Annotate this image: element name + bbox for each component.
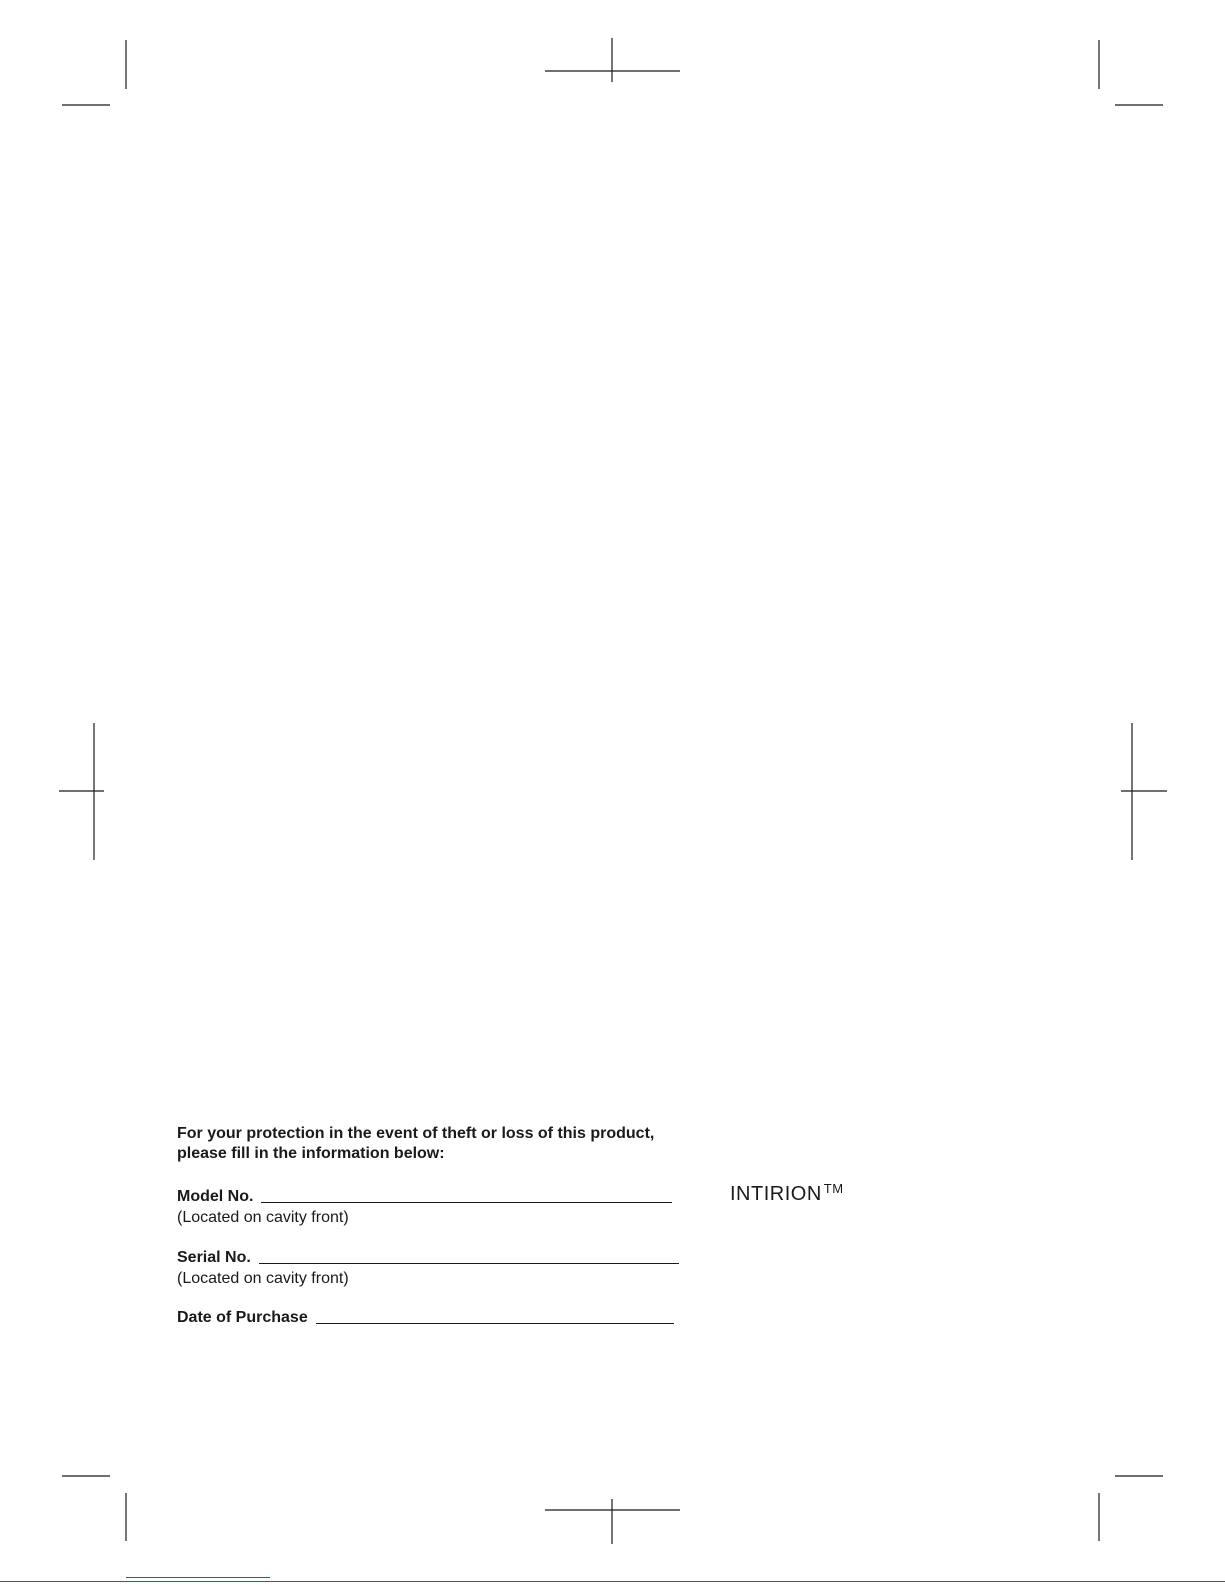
serial-number-blank (259, 1262, 679, 1264)
serial-number-note: (Located on cavity front) (177, 1270, 349, 1287)
footer-rule (0, 1581, 1225, 1582)
model-number-note: (Located on cavity front) (177, 1209, 349, 1226)
model-number-blank (261, 1201, 672, 1203)
protection-notice-line-2: please fill in the information below: (177, 1145, 445, 1162)
brand-logo (730, 1183, 844, 1206)
date-of-purchase-blank (316, 1322, 674, 1324)
trademark-symbol: TM (823, 1181, 844, 1196)
serial-number-label: Serial No. (177, 1249, 251, 1266)
model-number-field (177, 1188, 672, 1206)
date-of-purchase-label: Date of Purchase (177, 1309, 308, 1326)
protection-notice-line-1: For your protection in the event of theft or loss of this product, (177, 1125, 655, 1142)
protection-notice (177, 1124, 654, 1164)
serial-number-field (177, 1249, 679, 1267)
brand-name: INTIRION (730, 1183, 822, 1205)
date-of-purchase-field (177, 1309, 674, 1327)
footer-link-underline[interactable] (126, 1574, 270, 1578)
model-number-label: Model No. (177, 1188, 254, 1205)
